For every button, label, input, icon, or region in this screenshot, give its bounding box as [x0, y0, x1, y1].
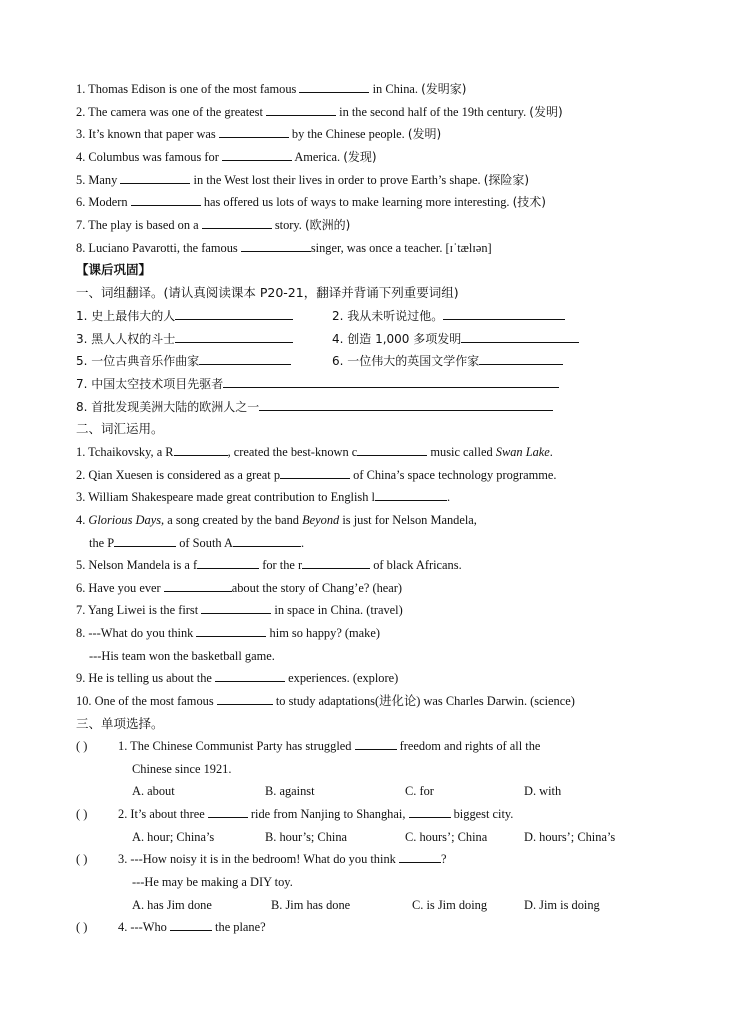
answer-blank[interactable] [170, 919, 212, 931]
question-1-cont: Chinese since 1921. [132, 762, 232, 776]
exercise-line-4: 4. Columbus was famous for America. (发现) [76, 150, 377, 164]
vocab-line-6: 6. Have you ever about the story of Chang’e? (hear) [76, 581, 403, 595]
option-c[interactable]: C. is Jim doing [412, 898, 488, 912]
answer-blank[interactable] [196, 625, 266, 637]
answer-blank[interactable] [197, 557, 259, 569]
answer-blank[interactable] [241, 240, 311, 252]
answer-blank[interactable] [131, 194, 201, 206]
answer-blank[interactable] [479, 353, 563, 365]
answer-paren[interactable]: ( ) [76, 920, 88, 934]
answer-blank[interactable] [114, 535, 176, 547]
phrase-item-8: 8. 首批发现美洲大陆的欧洲人之一 [76, 399, 553, 415]
answer-paren[interactable]: ( ) [76, 739, 88, 753]
question-4: 4. ---Who the plane? [118, 920, 266, 934]
answer-blank[interactable] [208, 806, 248, 818]
vocab-line-7: 7. Yang Liwei is the first in space in China. (travel) [76, 603, 403, 617]
exercise-line-2: 2. The camera was one of the greatest in the second half of the 19th century. (发明) [76, 105, 563, 119]
question-3-reply: ---He may be making a DIY toy. [132, 875, 293, 889]
answer-blank[interactable] [202, 217, 272, 229]
exercise-line-6: 6. Modern has offered us lots of ways to make learning more interesting. (技术) [76, 195, 546, 209]
option-a[interactable]: A. about [132, 784, 175, 798]
phrase-item-5: 5. 一位古典音乐作曲家 [76, 353, 291, 369]
option-b[interactable]: B. hour’s; China [265, 830, 348, 844]
option-d[interactable]: D. hours’; China’s [524, 830, 616, 844]
answer-paren[interactable]: ( ) [76, 852, 88, 866]
answer-blank[interactable] [357, 444, 427, 456]
vocab-line-8-reply: ---His team won the basketball game. [89, 649, 275, 663]
answer-blank[interactable] [280, 467, 350, 479]
answer-blank[interactable] [175, 308, 293, 320]
answer-paren[interactable]: ( ) [76, 807, 88, 821]
answer-blank[interactable] [302, 557, 370, 569]
section-3-title: 三、单项选择。 [76, 716, 164, 731]
vocab-line-4: 4. Glorious Days, a song created by the band Beyond is just for Nelson Mandela, [76, 513, 477, 527]
answer-blank[interactable] [222, 149, 292, 161]
vocab-line-8: 8. ---What do you think him so happy? (make) [76, 626, 381, 640]
answer-blank[interactable] [201, 602, 271, 614]
answer-blank[interactable] [375, 489, 447, 501]
after-class-heading: 【课后巩固】 [76, 262, 152, 277]
vocab-line-3: 3. William Shakespeare made great contribution to English l . [76, 490, 451, 504]
phrase-item-4: 4. 创造 1,000 多项发明 [332, 331, 579, 347]
exercise-line-1: 1. Thomas Edison is one of the most famous in China. (发明家) [76, 82, 467, 96]
option-a[interactable]: A. hour; China’s [132, 830, 215, 844]
phrase-item-3: 3. 黑人人权的斗士 [76, 331, 293, 347]
answer-blank[interactable] [217, 693, 273, 705]
section-1-title: 一、词组翻译。(请认真阅读课本 P20-21，翻译并背诵下列重要词组) [76, 285, 459, 300]
vocab-line-1: 1. Tchaikovsky, a R , created the best-known c music called Swan Lake. [76, 445, 553, 459]
answer-blank[interactable] [174, 444, 228, 456]
vocab-line-9: 9. He is telling us about the experiences. (explore) [76, 671, 399, 685]
answer-blank[interactable] [409, 806, 451, 818]
exercise-line-7: 7. The play is based on a story. (欧洲的) [76, 218, 351, 232]
section-2-title: 二、词汇运用。 [76, 421, 164, 436]
answer-blank[interactable] [215, 670, 285, 682]
answer-blank[interactable] [266, 104, 336, 116]
answer-blank[interactable] [299, 81, 369, 93]
exercise-line-5: 5. Many in the West lost their lives in order to prove Earth’s shape. (探险家) [76, 173, 530, 187]
answer-blank[interactable] [443, 308, 565, 320]
exercise-line-8: 8. Luciano Pavarotti, the famous singer, was once a teacher. [ɪˈtælɪən] [76, 241, 492, 255]
phrase-item-6: 6. 一位伟大的英国文学作家 [332, 353, 563, 369]
question-3: 3. ---How noisy it is in the bedroom! What do you think ? [118, 852, 447, 866]
answer-blank[interactable] [461, 331, 579, 343]
answer-blank[interactable] [199, 353, 291, 365]
answer-blank[interactable] [223, 376, 559, 388]
answer-blank[interactable] [120, 172, 190, 184]
option-c[interactable]: C. hours’; China [405, 830, 488, 844]
phrase-item-1: 1. 史上最伟大的人 [76, 308, 293, 324]
exercise-line-3: 3. It’s known that paper was by the Chinese people. (发明) [76, 127, 442, 141]
vocab-line-10: 10. One of the most famous to study adaptations(进化论) was Charles Darwin. (science) [76, 694, 575, 708]
vocab-line-2: 2. Qian Xuesen is considered as a great p of China’s space technology programme. [76, 468, 557, 482]
vocab-line-5: 5. Nelson Mandela is a f for the r of black Africans. [76, 558, 462, 572]
option-c[interactable]: C. for [405, 784, 434, 798]
option-b[interactable]: B. Jim has done [271, 898, 351, 912]
vocab-line-4-cont: the P of South A . [89, 536, 305, 550]
option-b[interactable]: B. against [265, 784, 315, 798]
phrase-item-2: 2. 我从未听说过他。 [332, 308, 565, 324]
question-1: 1. The Chinese Communist Party has struggled freedom and rights of all the [118, 739, 541, 753]
answer-blank[interactable] [164, 580, 232, 592]
answer-blank[interactable] [399, 851, 441, 863]
answer-blank[interactable] [355, 738, 397, 750]
answer-blank[interactable] [175, 331, 293, 343]
option-a[interactable]: A. has Jim done [132, 898, 212, 912]
answer-blank[interactable] [259, 399, 553, 411]
option-d[interactable]: D. Jim is doing [524, 898, 600, 912]
answer-blank[interactable] [233, 535, 301, 547]
answer-blank[interactable] [219, 126, 289, 138]
phrase-item-7: 7. 中国太空技术项目先驱者 [76, 376, 559, 392]
option-d[interactable]: D. with [524, 784, 562, 798]
question-2: 2. It’s about three ride from Nanjing to Shanghai, biggest city. [118, 807, 514, 821]
